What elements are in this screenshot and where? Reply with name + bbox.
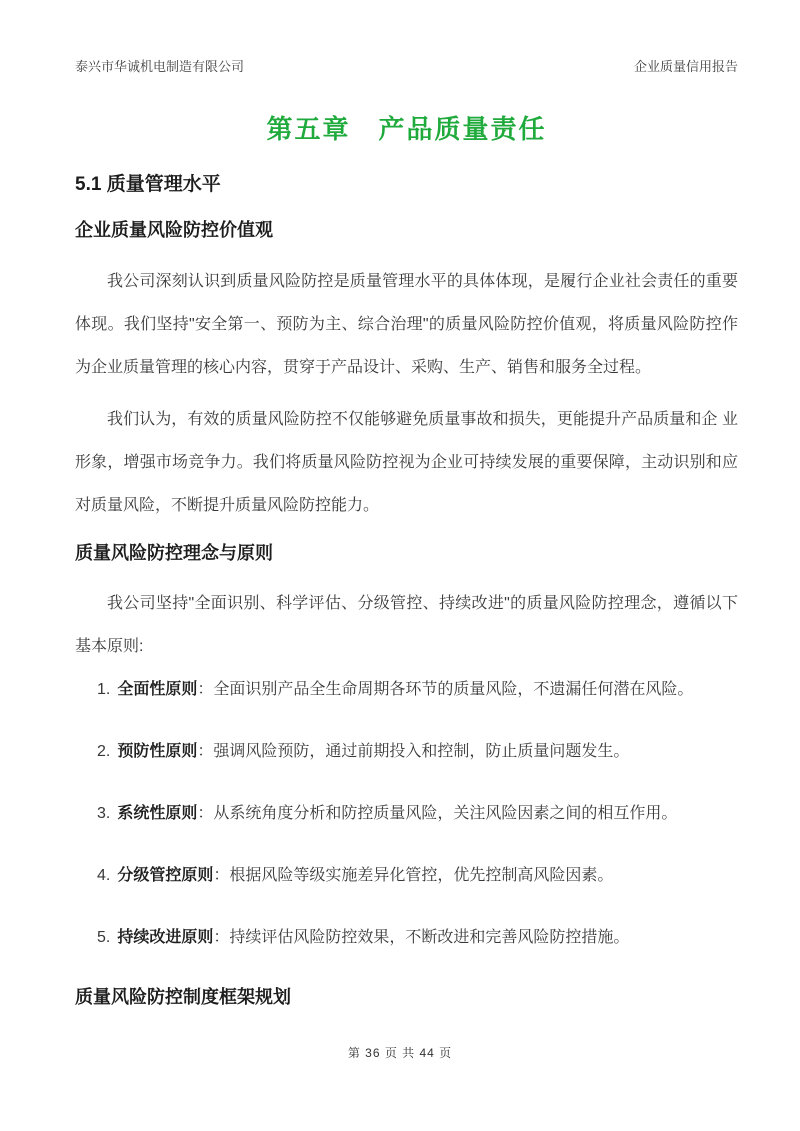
principle-text: ：强调风险预防，通过前期投入和控制，防止质量问题发生。 [197, 743, 630, 760]
page-header [75, 0, 738, 76]
principle-number: 2. [97, 743, 111, 760]
paragraph-risk-values-1: 我公司深刻认识到质量风险防控是质量管理水平的具体体现，是履行企业社会责任的重要体现。我们坚持"安全第一、预防为主、综合治理"的质量风险防控价值观，将质量风险防控作为企业质量管理的核心内容，贯穿于产品设计、采购、生产、销售和服务全过程。 [75, 273, 738, 376]
header-company-name: 泰兴市华诚机电制造有限公司 [75, 59, 245, 74]
principle-label: 系统性原则 [117, 805, 198, 822]
principle-text: ：持续评估风险防控效果，不断改进和完善风险防控措施。 [213, 929, 630, 946]
principle-text: ：全面识别产品全生命周期各环节的质量风险，不遗漏任何潜在风险。 [197, 681, 694, 698]
principle-number: 3. [97, 805, 111, 822]
page-number-text: 第 36 页 共 44 页 [347, 1046, 453, 1060]
list-item-principle-1 [75, 668, 738, 711]
chapter-title: 第五章 产品质量责任 [266, 114, 547, 144]
list-item-principle-2 [75, 730, 738, 773]
section-title: 5.1 质量管理水平 [75, 174, 221, 195]
principle-text: ：从系统角度分析和防控质量风险，关注风险因素之间的相互作用。 [197, 805, 678, 822]
principle-number: 5. [97, 929, 111, 946]
principle-label: 全面性原则 [117, 681, 198, 698]
principles-list [75, 668, 738, 959]
subsection-heading-risk-values: 企业质量风险防控价值观 [75, 220, 273, 240]
subsection-heading-framework: 质量风险防控制度框架规划 [75, 987, 291, 1007]
page-footer [0, 1044, 800, 1061]
header-report-title: 企业质量信用报告 [633, 59, 738, 74]
principle-label: 分级管控原则 [117, 867, 214, 884]
paragraph-principles-intro: 我公司坚持"全面识别、科学评估、分级管控、持续改进"的质量风险防控理念，遵循以下基本原则: [75, 595, 738, 655]
list-item-principle-3 [75, 792, 738, 835]
subsection-heading-principles: 质量风险防控理念与原则 [75, 543, 273, 563]
list-item-principle-5 [75, 916, 738, 959]
paragraph-risk-values-2: 我们认为，有效的质量风险防控不仅能够避免质量事故和损失，更能提升产品质量和企 业形象，增强市场竞争力。我们将质量风险防控视为企业可持续发展的重要保障，主动识别和应对质量风险，不断提升质量风险防控能力。 [75, 411, 738, 514]
principle-number: 1. [97, 681, 111, 698]
list-item-principle-4 [75, 854, 738, 897]
principle-label: 预防性原则 [117, 743, 198, 760]
principle-label: 持续改进原则 [117, 929, 214, 946]
principle-text: ：根据风险等级实施差异化管控，优先控制高风险因素。 [213, 867, 614, 884]
principle-number: 4. [97, 867, 111, 884]
